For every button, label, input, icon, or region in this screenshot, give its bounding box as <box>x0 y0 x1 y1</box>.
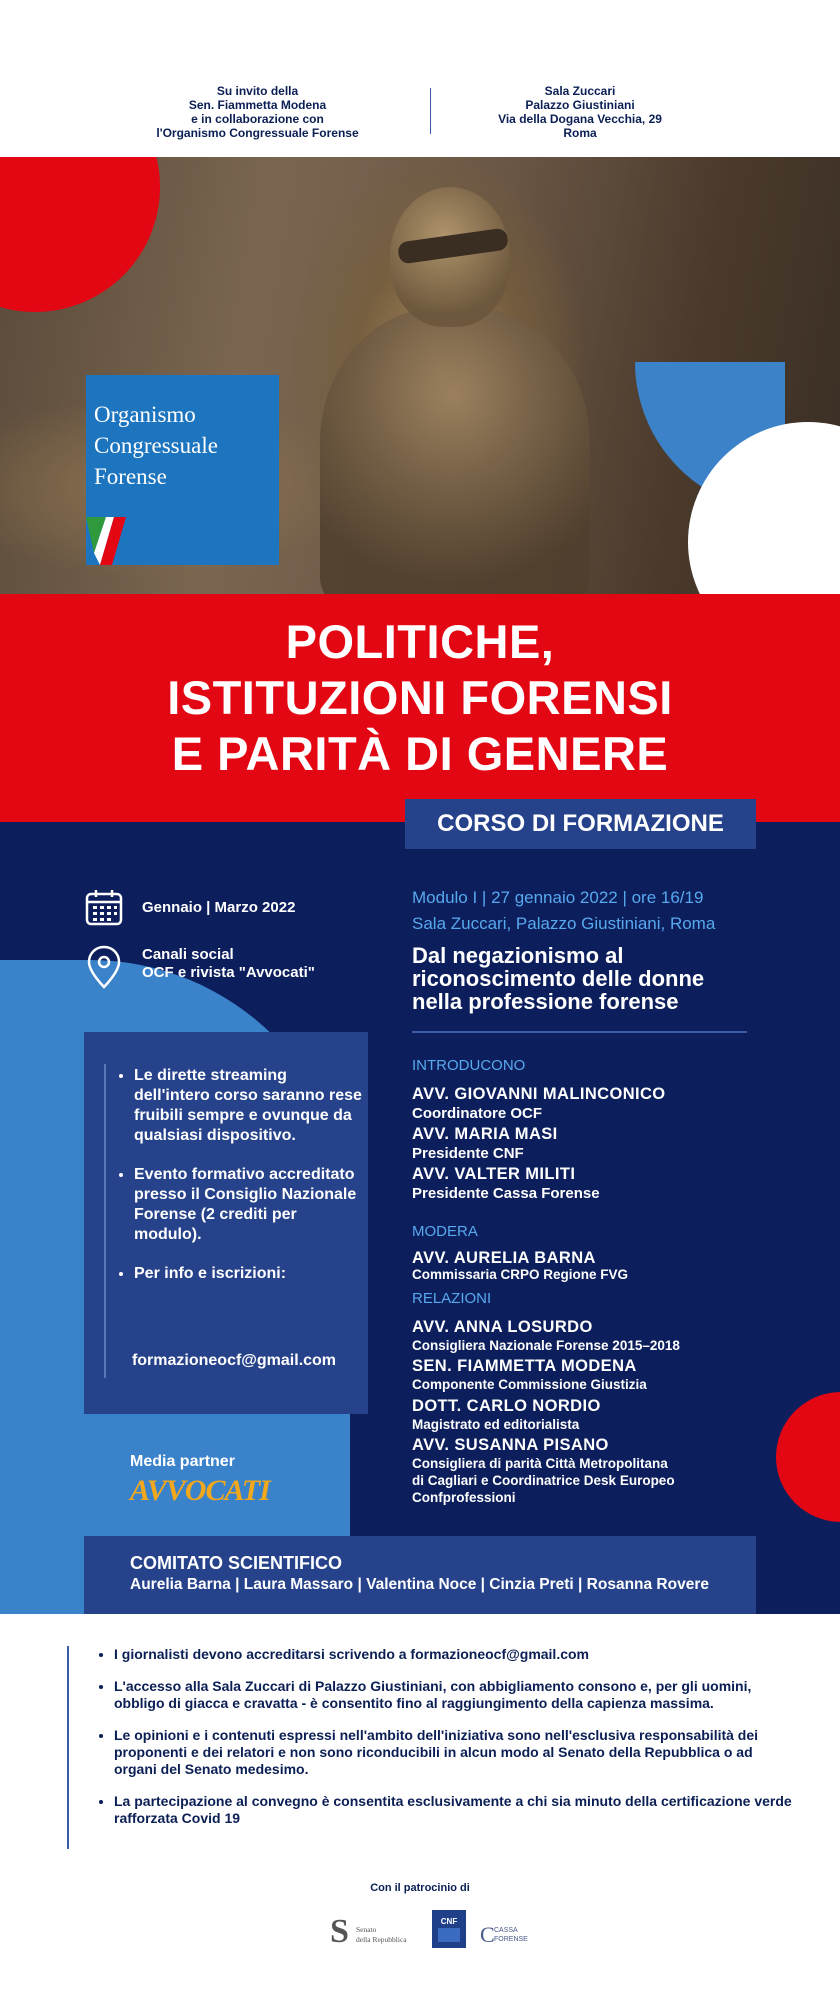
session-title-line: nella professione forense <box>412 989 679 1014</box>
speaker <box>412 1357 772 1393</box>
channels-line: OCF e rivista "Avvocati" <box>142 964 315 981</box>
scientific-committee-names: Aurelia Barna | Laura Massaro | Valentina Noce | Cinzia Preti | Rosanna Rovere <box>130 1576 709 1593</box>
speaker <box>412 1397 772 1433</box>
speaker-role: Consigliera Nazionale Forense 2015–2018 <box>412 1338 680 1353</box>
notes-list <box>96 1646 794 1842</box>
note-item: • La partecipazione al convegno è consentita esclusivamente a chi sia minuto della certificazione verde rafforzata Covid 19 <box>114 1793 794 1827</box>
course-badge: CORSO DI FORMAZIONE <box>405 799 756 849</box>
scientific-committee-box <box>84 1536 756 1614</box>
info-box-item: • Evento formativo accreditato presso il Consiglio Nazionale Forense (2 crediti per modulo). <box>134 1165 364 1245</box>
header-venue-line: Roma <box>563 126 597 140</box>
speaker-name: AVV. VALTER MILITI <box>412 1165 576 1183</box>
speaker-role: Magistrato ed editorialista <box>412 1417 580 1432</box>
header-venue-line: Sala Zuccari <box>544 84 616 98</box>
speaker <box>412 1125 772 1163</box>
cnf-logo <box>432 1910 466 1948</box>
header-invite-line: Su invito della <box>216 84 299 98</box>
header-venue-line: Palazzo Giustiniani <box>525 98 635 112</box>
event-title-line: POLITICHE, <box>285 615 555 668</box>
event-title <box>20 614 820 782</box>
notes-rule <box>67 1646 69 1849</box>
statue-body-shape <box>320 307 590 594</box>
speaker-role: Presidente CNF <box>412 1145 524 1162</box>
speaker-role: Componente Commissione Giustizia <box>412 1377 647 1392</box>
channels-line: Canali social <box>142 946 234 963</box>
senato-logo <box>330 1913 407 1950</box>
header-venue <box>470 84 690 140</box>
speaker-name: AVV. GIOVANNI MALINCONICO <box>412 1085 666 1103</box>
speaker-name: SEN. FIAMMETTA MODENA <box>412 1357 637 1375</box>
event-title-line: E PARITÀ DI GENERE <box>171 727 669 780</box>
channels-text <box>142 946 315 982</box>
red-circle-right-decoration <box>776 1392 840 1522</box>
speaker <box>412 1436 772 1506</box>
senato-logo-line: Senato <box>356 1925 377 1934</box>
note-item: • L'accesso alla Sala Zuccari di Palazzo Giustiniani, con abbigliamento consono e, per gli uomini, obbligo di giacca e cravatta - è consentito fino al raggiungimento della capienza massima. <box>114 1678 794 1712</box>
header-invite <box>130 84 385 140</box>
svg-text:C: C <box>480 1922 495 1947</box>
avvocati-logo: AVVOCATI <box>130 1474 270 1507</box>
calendar-icon <box>84 887 124 927</box>
session-title-line: riconoscimento delle donne <box>412 966 705 991</box>
cassa-logo-line: CASSA <box>494 1927 518 1934</box>
info-box-list <box>118 1066 364 1303</box>
red-circle-decoration <box>0 157 160 312</box>
speaker-role-line: Confprofessioni <box>412 1490 516 1505</box>
speaker-name: AVV. AURELIA BARNA <box>412 1249 596 1267</box>
location-pin-icon <box>84 944 124 990</box>
event-title-line: ISTITUZIONI FORENSI <box>167 671 673 724</box>
info-box-rule <box>104 1064 106 1378</box>
cassa-logo-line: FORENSE <box>494 1936 528 1943</box>
media-partner-label: Media partner <box>130 1453 235 1470</box>
info-box-item: • Le dirette streaming dell'intero corso saranno rese fruibili sempre e ovunque da qualsiasi dispositivo. <box>134 1066 364 1146</box>
header-divider <box>430 88 431 134</box>
header-invite-line: e in collaborazione con <box>191 112 324 126</box>
patronage-logos <box>330 1910 530 1956</box>
session-title-line: Dal negazionismo al <box>412 943 624 968</box>
speaker-name: AVV. ANNA LOSURDO <box>412 1318 593 1336</box>
program-divider <box>412 1031 747 1033</box>
speaker-name: AVV. MARIA MASI <box>412 1125 558 1143</box>
hero-image <box>0 157 840 594</box>
speaker <box>412 1085 772 1123</box>
senato-logo-line: della Repubblica <box>356 1935 407 1944</box>
speaker-role-line: di Cagliari e Coordinatrice Desk Europeo <box>412 1473 675 1488</box>
session-title <box>412 944 772 1013</box>
module-date: Modulo I | 27 gennaio 2022 | ore 16/19 <box>412 888 704 907</box>
italian-flag-icon <box>86 507 132 565</box>
header-venue-line: Via della Dogana Vecchia, 29 <box>498 112 662 126</box>
module-venue: Sala Zuccari, Palazzo Giustiniani, Roma <box>412 914 716 933</box>
note-item: • I giornalisti devono accreditarsi scrivendo a formazioneocf@gmail.com <box>114 1646 794 1663</box>
speaker <box>412 1249 772 1282</box>
speaker-role: Coordinatore OCF <box>412 1105 542 1122</box>
speaker-role: Commissaria CRPO Regione FVG <box>412 1267 629 1282</box>
section-label-modera: MODERA <box>412 1223 478 1240</box>
svg-text:S: S <box>330 1913 349 1950</box>
speaker-role: Presidente Cassa Forense <box>412 1185 600 1202</box>
ocf-logo-text <box>94 399 274 492</box>
header-invite-line: Sen. Fiammetta Modena <box>188 98 327 112</box>
speaker-name: AVV. SUSANNA PISANO <box>412 1436 609 1454</box>
note-item: • Le opinioni e i contenuti espressi nell'ambito dell'iniziativa sono nell'esclusiva responsabilità dei proponenti e dei relatori e non sono riconducibili in alcun modo al Senato della Repubblica o ad organi del Senato medesimo. <box>114 1727 794 1778</box>
ocf-logo-line: Congressuale <box>94 433 218 458</box>
contact-email-link[interactable]: formazioneocf@gmail.com <box>131 1352 337 1369</box>
info-box-item: • Per info e iscrizioni: <box>134 1264 364 1284</box>
speaker-role-line: Consigliera di parità Città Metropolitana <box>412 1456 668 1471</box>
header-invite-line: l'Organismo Congressuale Forense <box>156 126 359 140</box>
scientific-committee-heading: COMITATO SCIENTIFICO <box>130 1553 342 1573</box>
ocf-logo-line: Organismo <box>94 402 196 427</box>
speaker <box>412 1318 772 1354</box>
cnf-logo-text: CNF <box>440 1917 458 1926</box>
cassa-forense-logo <box>480 1922 528 1947</box>
patronage-label: Con il patrocinio di <box>370 1882 470 1894</box>
section-label-relazioni: RELAZIONI <box>412 1290 492 1307</box>
ocf-logo-line: Forense <box>94 464 167 489</box>
section-label-introducono: INTRODUCONO <box>412 1057 526 1074</box>
speaker <box>412 1165 772 1203</box>
speaker-name: DOTT. CARLO NORDIO <box>412 1397 601 1415</box>
dates-text: Gennaio | Marzo 2022 <box>142 899 296 916</box>
